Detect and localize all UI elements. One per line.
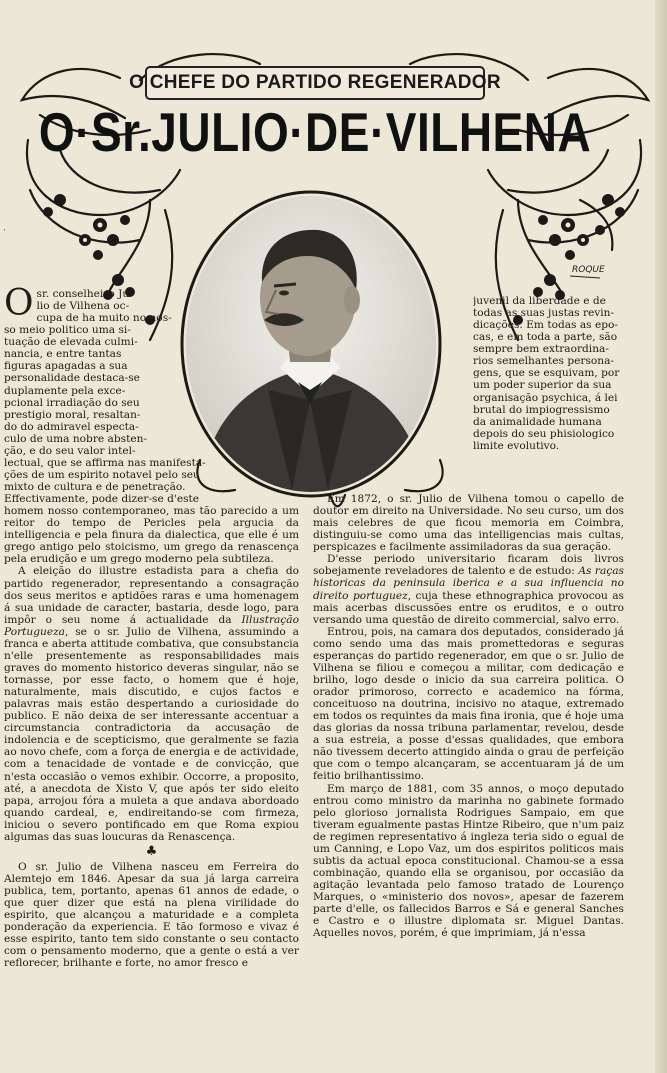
subtitle: O CHEFE DO PARTIDO REGENERADOR: [145, 66, 485, 100]
intro-line: nancia, e entre tantas: [4, 348, 122, 361]
intro-line: lio de Vilhena oc-: [36, 300, 130, 313]
intro-line: culo de uma nobre absten-: [4, 432, 148, 445]
artist-signature: ROQUE: [572, 265, 605, 275]
right-line: sempre bem extraordina-: [473, 343, 609, 356]
paragraph: D'esse periodo universitario ficaram dois livros sobejamente reveladores de talento e de estudo: As raças historicas da peninsula iberica e a sua influencia no direito portuguez, cuja these ethnographica provocou as mais acerbas discussões entre os eruditos, e o outro versando uma questão de direito commercial, salvo erro.: [313, 553, 624, 626]
right-line: gens, que se esquivam, por: [473, 367, 620, 380]
intro-line: ção, e do seu valor intel-: [4, 444, 136, 457]
right-line: depois do seu phisiologico: [473, 427, 615, 440]
intro-line: duplamente pela exce-: [4, 384, 126, 397]
intro-line: cupa de ha muito no nos-: [36, 312, 172, 325]
paragraph: Em 1872, o sr. Julio de Vilhena tomou o capello de doutor em direito na Universidade. No seu curso, um dos mais celebres de que ficou memoria em Coimbra, distinguiu-se como uma das intelligencias mais cultas, perspicazes e facilmente assimiladoras da sua geração.: [313, 493, 624, 554]
intro-line: prestigio moral, resaltan-: [4, 408, 141, 421]
paragraph: Entrou, pois, na camara dos deputados, considerado já como sendo uma das mais promettedoras e seguras esperanças do partido regenerador, em que o sr. Julio de Vilhena se filiou e começou a militar, com dedicação e brilho, logo desde o inicio da sua carreira politica. O orador primoroso, correcto e academico na fórma, conceituoso na doutrina, incisivo no ataque, extremado em todos os requintes da mais fina ironia, que é hoje uma das glorias da nossa tribuna parlamentar, revelou, desde a sua estreia, a posse d'essas qualidades, que embora não tivessem decerto attingido ainda o grau de perfeição que com o tempo alcançaram, se accentuaram já de um feitio brilhantissimo.: [313, 625, 624, 783]
right-line: limite evolutivo.: [473, 439, 560, 452]
intro-line: sr. conselheiro Ju-: [36, 288, 133, 300]
intro-line: pcional irradiação do seu: [4, 396, 140, 409]
magazine-title: Illustração Portugueza: [4, 613, 299, 638]
intro-line: Effectivamente, pode dizer-se d'este: [4, 493, 200, 506]
right-line: um poder superior da sua: [473, 379, 612, 392]
left-column: [4, 283, 299, 970]
paragraph: homem nosso contemporaneo, mas tão parecido a um reitor do tempo de Pericles pela argucia da intelligencia e pela finura da dialectica, que elle é um grego antigo pelo stoicismo, um grego da renascença pela erudição e um grego moderno pela subtileza.: [4, 505, 299, 566]
right-line: todas as suas justas revin-: [473, 307, 615, 320]
intro-line: do do admiravel especta-: [4, 420, 139, 433]
right-line: da animalidade humana: [473, 415, 602, 428]
intro-line: so meio politico uma si-: [4, 324, 131, 337]
right-line: rios semelhantes persona-: [473, 355, 614, 368]
right-line: brutal do impiogressismo: [473, 403, 610, 416]
intro-line: mixto de cultura e de penetração.: [4, 481, 186, 493]
right-line: organisação psychica, á lei: [473, 391, 618, 404]
right-line: cas, e em toda a parte, são: [473, 331, 618, 344]
book-title: As raças historicas da peninsula iberica e a sua influencia no direito portuguez: [313, 565, 624, 602]
intro-block: [4, 283, 299, 506]
right-column: [473, 295, 623, 452]
intro-line: tuação de elevada culmi-: [4, 336, 138, 349]
fleuron-ornament: ♣: [145, 843, 158, 859]
paragraph: O sr. Julio de Vilhena nasceu em Ferreira do Alemtejo em 1846. Apesar da sua já larga carreira publica, tem, portanto, apenas 61 annos de edade, o que quer dizer que está na plena virilidade do espirito, que alcançou a maturidade e a completa ponderação da experiencia. E tão formoso e vivaz é esse espirito, tanto tem sido constante o seu contacto com o pensamento moderno, que a gente o está a ver reflorecer, brilhante e forte, no amor fresco e: [4, 860, 299, 970]
intro-line: lectual, que se affirma nas manifesta-: [4, 456, 206, 469]
main-title: O·Sr.JULIO·DE·VILHENA: [38, 101, 592, 163]
intro-line: personalidade destaca-se: [4, 372, 140, 385]
paragraph: A eleição do illustre estadista para a chefia do partido regenerador, representando a consagração dos seus meritos e aptidões raras e uma homenagem á sua unidade de caracter, bastaria, desde logo, para impôr o seu nome á actualidade da Illustração Portugueza, se o sr. Julio de Vilhena, assumindo a franca e aberta attitude combativa, que consubstancia n'elle presentemente as responsabilidades mais graves do momento historico deveras singular, não se tornasse, por esse facto, o homem que é hoje, naturalmente, mais discutido, e cujos factos e palavras mais estão despertando a curiosidade do publico. E não deixa de ser interessante accentuar a circumstancia contradictoria da accusação de indolencia e de scepticismo, que geralmente se fazia ao novo chefe, com a força de energia e de actividade, com a tenacidade de vontade e de convicção, que n'esta occasião o vemos exhibir. Occorre, a proposito, até, a anecdota de Xisto V, que após ter sido eleito papa, arrojou fóra a muleta a que andava abordoado quando cardeal, e, endireitando-se com firmeza, iniciou o severo pontificado em que Roma expiou algumas das suas loucuras da Renascença.: [4, 565, 299, 843]
right-wide-column: [313, 493, 624, 939]
intro-line: figuras apagadas a sua: [4, 360, 128, 373]
intro-line: ções de um espirito notavel pelo seu: [4, 468, 200, 481]
right-line: dicações. Em todas as epo-: [473, 319, 618, 332]
paragraph: Em março de 1881, com 35 annos, o moço deputado entrou como ministro da marinha no gabinete formado pelo glorioso jornalista Rodrigues Sampaio, em que tiveram egualmente pastas Hintze Ribeiro, que n'um paiz de regimen representativo á ingleza teria sido o egual de um Canning, e Lopo Vaz, um dos espiritos politicos mais subtis da actual epoca constitucional. Chamou-se a essa combinação, quando ella se organisou, por occasião da agitação levantada pelo famoso tratado de Lourenço Marques, o «ministerio dos novos», apesar de fazerem parte d'elle, os fallecidos Barros e Sá e general Sanches e Castro e o illustre diplomata sr. Miguel Dantas. Aquelles novos, porém, é que imprimiam, já n'essa: [313, 782, 624, 940]
right-line: juvenil da liberdade e de: [473, 295, 606, 307]
margin-mark: ·: [3, 226, 6, 236]
dropcap: O: [4, 283, 34, 324]
